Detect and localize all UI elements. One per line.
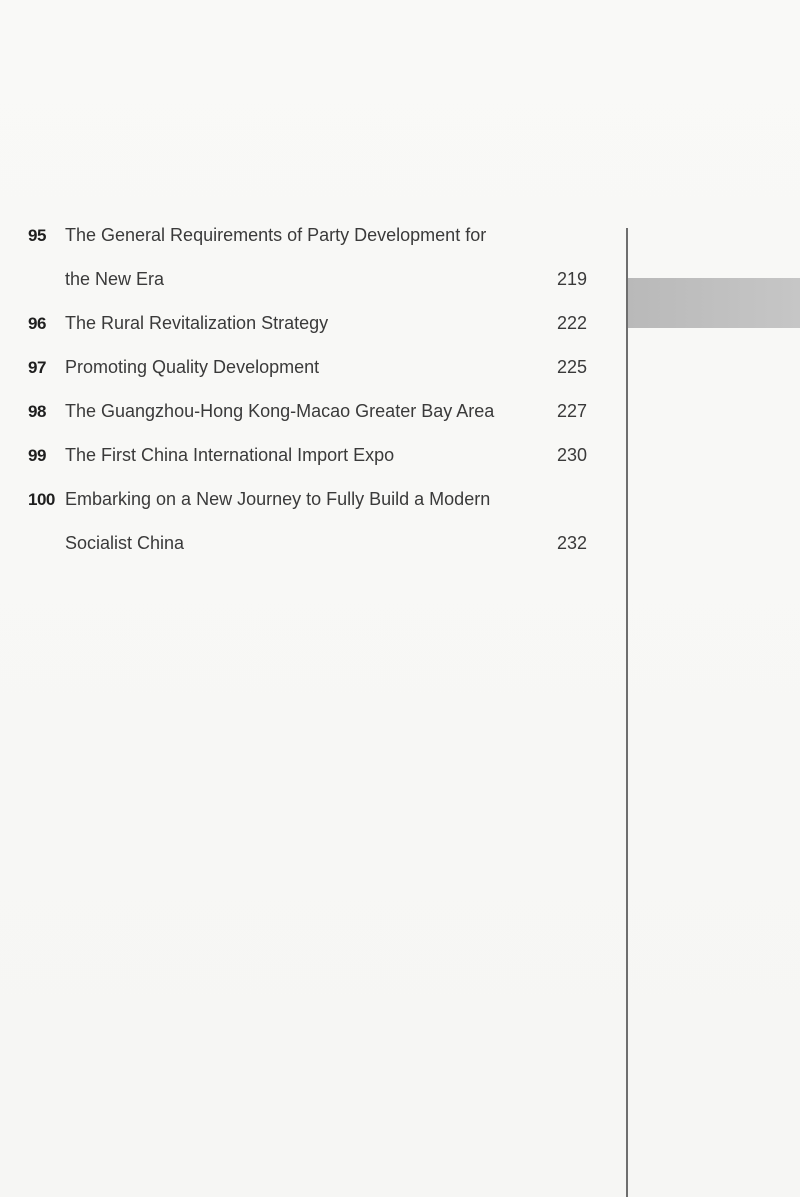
entry-page-number: 222 xyxy=(556,313,587,333)
entry-page-number: 230 xyxy=(556,445,587,465)
entry-title: Promoting Quality Development xyxy=(65,357,320,377)
toc-entry-99[interactable] xyxy=(28,442,598,486)
entry-number: 100 xyxy=(28,490,55,509)
toc-entry-96[interactable] xyxy=(28,310,598,354)
entry-number: 98 xyxy=(28,402,46,421)
entry-number: 97 xyxy=(28,358,46,377)
toc-entry-100[interactable] xyxy=(28,486,598,574)
entry-title: The Guangzhou-Hong Kong-Macao Greater Bay Area xyxy=(65,401,495,421)
toc-entry-98[interactable] xyxy=(28,398,598,442)
toc-entry-95[interactable] xyxy=(28,222,598,310)
entry-title-line1: Embarking on a New Journey to Fully Build a Modern xyxy=(65,489,491,509)
entry-title-line1: The General Requirements of Party Development for xyxy=(65,225,487,245)
entry-page-number: 232 xyxy=(556,533,587,553)
entry-title-line2: the New Era xyxy=(65,269,165,289)
entry-number: 99 xyxy=(28,446,46,465)
entry-page-number: 227 xyxy=(556,401,587,421)
toc-entry-97[interactable] xyxy=(28,354,598,398)
entry-title-line2: Socialist China xyxy=(65,533,185,553)
entry-page-number: 225 xyxy=(556,357,587,377)
entry-title: The Rural Revitalization Strategy xyxy=(65,313,329,333)
table-of-contents xyxy=(28,222,598,574)
page-divider-line xyxy=(626,228,628,1197)
entry-number: 96 xyxy=(28,314,46,333)
entry-page-number: 219 xyxy=(556,269,587,289)
chapter-tab-band xyxy=(628,278,800,328)
entry-title: The First China International Import Expo xyxy=(65,445,395,465)
entry-number: 95 xyxy=(28,226,46,245)
